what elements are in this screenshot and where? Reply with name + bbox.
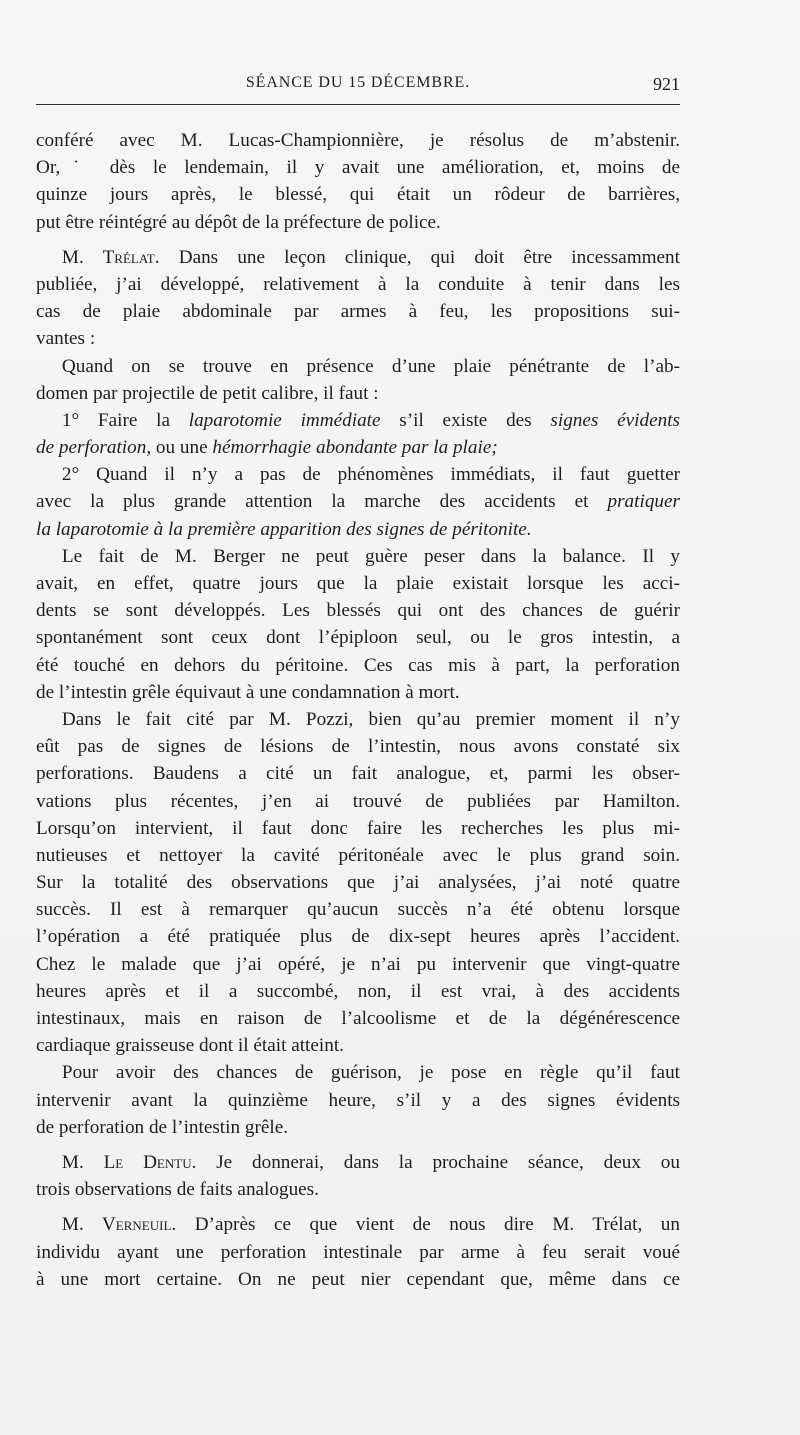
text-line: perforations. Baudens a cité un fait analogue, et, parmi les obser- (36, 763, 680, 785)
text-line: de perforation de l’intestin grêle. (36, 1116, 289, 1138)
italic-text: la laparotomie à la première apparition des signes de péritonite. (36, 518, 532, 540)
speaker-label: M. Le Dentu. (61, 1151, 197, 1173)
text-line: Pour avoir des chances de guérison, je pose en règle qu’il faut (61, 1062, 680, 1084)
running-head: SÉANCE DU 15 DÉCEMBRE. (245, 74, 471, 91)
text-line: à une mort certaine. On ne peut nier cependant que, même dans ce (36, 1268, 680, 1290)
paragraph-gap (36, 1141, 680, 1149)
text-segment: Je donnerai, dans la prochaine séance, deux ou (216, 1151, 680, 1173)
text-line: nutieuses et nettoyer la cavité péritonéale avec le plus grand soin. (36, 844, 680, 866)
paragraph-8 (36, 1059, 680, 1141)
body-text (36, 127, 680, 1293)
text-line: dents se sont développés. Les blessés qui ont des chances de guérir (36, 600, 680, 622)
paragraph-7 (36, 706, 680, 1059)
speaker-label: M. Trélat. (61, 246, 160, 268)
text-line: intestinaux, mais en raison de l’alcoolisme et de la dégénérescence (36, 1008, 680, 1029)
text-segment: D’après ce que vient de nous dire M. Trélat, un (194, 1214, 680, 1236)
text-line: Lorsqu’on intervient, il faut donc faire les recherches les plus mi- (36, 817, 680, 839)
text-line: Quand on se trouve en présence d’une plaie pénétrante de l’ab- (61, 355, 680, 377)
text-line: été touché en dehors du péritoine. Ces cas mis à part, la perforation (36, 654, 680, 676)
text-segment: avec la plus grande attention la marche des accidents et (36, 491, 608, 513)
text-line: succès. Il est à remarquer qu’aucun succès n’a été obtenu lorsque (36, 899, 680, 921)
text-segment: 1° Faire la (61, 409, 189, 431)
page-header (36, 74, 680, 98)
text-line: Or,˙ dès le lendemain, il y avait une amélioration, et, moins de (36, 157, 680, 179)
paragraph-4 (36, 407, 680, 461)
text-segment: s’il existe des (380, 409, 551, 431)
paragraph-6 (36, 543, 680, 706)
page-number: 921 (653, 74, 680, 94)
paragraph-10 (36, 1211, 680, 1293)
text-segment: ou une (151, 437, 213, 459)
text-line: spontanément sont ceux dont l’épiploon seul, ou le gros intestin, a (36, 627, 680, 649)
text-line: domen par projectile de petit calibre, il faut : (36, 382, 379, 404)
text-line: vations plus récentes, j’en ai trouvé de publiées par Hamilton. (36, 790, 680, 812)
italic-text: signes évidents (550, 409, 680, 431)
paragraph-3 (36, 353, 680, 407)
text-line: heures après et il a succombé, non, il est vrai, à des accidents (36, 980, 680, 1002)
speaker-label: M. Verneuil. (61, 1214, 177, 1236)
paragraph-2 (36, 244, 680, 353)
text-line: avait, en effet, quatre jours que la plaie existait lorsque les acci- (36, 573, 680, 594)
italic-text: de perforation, (36, 437, 152, 459)
text-line (36, 516, 680, 543)
text-line: Chez le malade que j’ai opéré, je n’ai pu intervenir que vingt-quatre (36, 953, 680, 975)
paragraph-1 (36, 127, 680, 236)
text-line: Le fait de M. Berger ne peut guère peser dans la balance. Il y (61, 545, 680, 567)
text-line: vantes : (36, 328, 96, 350)
text-line (36, 1211, 680, 1238)
text-line (36, 244, 680, 271)
italic-text: hémorrhagie abondante par la plaie; (212, 437, 498, 459)
text-line: de l’intestin grêle équivaut à une condamnation à mort. (36, 681, 460, 703)
paragraph-gap (36, 1203, 680, 1211)
text-line: 2° Quand il n’y a pas de phénomènes immédiats, il faut guetter (61, 464, 680, 486)
text-line: individu ayant une perforation intestinale par arme à feu serait voué (36, 1241, 680, 1263)
text-line: cas de plaie abdominale par armes à feu, les propositions sui- (36, 301, 680, 323)
text-line (36, 434, 680, 461)
text-line: eût pas de signes de lésions de l’intestin, nous avons constaté six (36, 736, 680, 758)
text-line: Sur la totalité des observations que j’ai analysées, j’ai noté quatre (36, 872, 680, 894)
text-line: put être réintégré au dépôt de la préfecture de police. (36, 211, 441, 233)
text-line (36, 488, 680, 515)
paragraph-5 (36, 461, 680, 543)
header-rule (36, 104, 680, 105)
text-line: intervenir avant la quinzième heure, s’il y a des signes évidents (36, 1089, 680, 1111)
text-line: Dans le fait cité par M. Pozzi, bien qu’au premier moment il n’y (61, 708, 680, 730)
text-line: quinze jours après, le blessé, qui était un rôdeur de barrières, (36, 184, 680, 206)
text-line: conféré avec M. Lucas-Championnière, je résolus de m’abstenir. (36, 130, 680, 151)
text-line: trois observations de faits analogues. (36, 1179, 319, 1201)
text-line (36, 1149, 680, 1176)
italic-text: laparotomie immédiate (188, 409, 381, 431)
text-line: publiée, j’ai développé, relativement à la conduite à tenir dans les (36, 273, 680, 295)
text-line: l’opération a été pratiquée plus de dix-sept heures après l’accident. (36, 926, 680, 948)
italic-text: pratiquer (607, 491, 680, 513)
text-segment: Dans une leçon clinique, qui doit être incessamment (178, 246, 680, 268)
text-line (36, 407, 680, 434)
text-line: cardiaque graisseuse dont il était atteint. (36, 1035, 344, 1057)
paragraph-9 (36, 1149, 680, 1203)
paragraph-gap (36, 236, 680, 244)
